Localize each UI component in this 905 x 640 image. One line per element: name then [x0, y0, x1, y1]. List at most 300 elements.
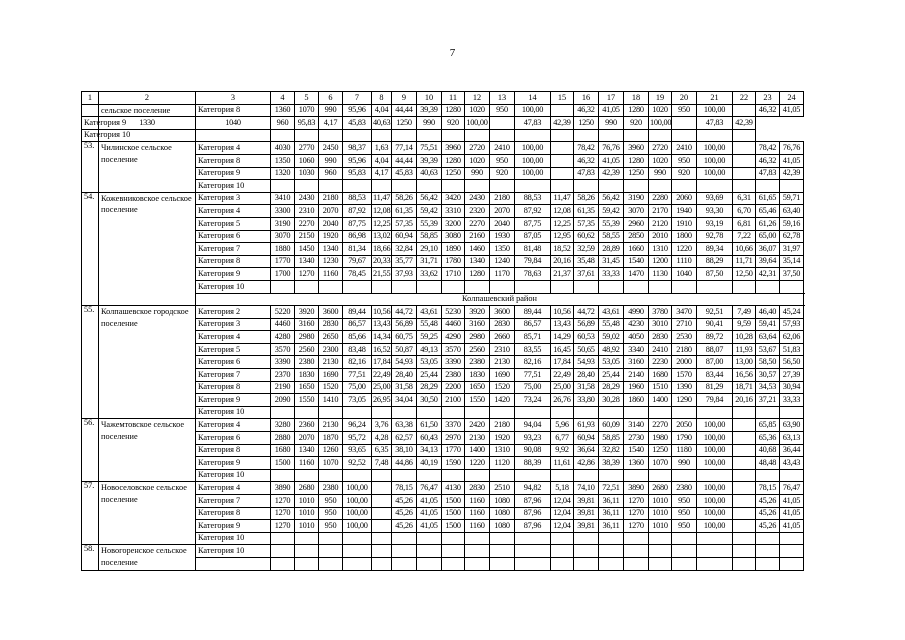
column-number: 9 — [392, 92, 417, 105]
value-cell: 1770 — [271, 255, 295, 268]
value-cell — [271, 545, 295, 558]
value-cell: 47,83 — [515, 117, 551, 130]
value-cell: 100,00 — [515, 167, 551, 180]
value-cell — [372, 520, 392, 533]
value-cell: 2960 — [624, 217, 649, 230]
value-cell — [319, 406, 343, 419]
value-cell: 1410 — [319, 394, 343, 407]
value-cell — [599, 129, 624, 142]
value-cell: 1830 — [465, 369, 490, 382]
value-cell: 53,67 — [756, 343, 780, 356]
value-cell: 87,05 — [515, 230, 551, 243]
value-cell: 36,07 — [756, 243, 780, 256]
value-cell: 58,55 — [599, 230, 624, 243]
value-cell — [417, 129, 442, 142]
value-cell — [515, 180, 551, 193]
value-cell: 12,08 — [372, 205, 392, 218]
value-cell: 1070 — [319, 457, 343, 470]
value-cell: 1030 — [295, 167, 319, 180]
column-number: 2 — [99, 92, 196, 105]
value-cell — [343, 532, 372, 545]
value-cell — [392, 280, 417, 293]
value-cell: 11,61 — [551, 457, 574, 470]
value-cell — [465, 469, 490, 482]
value-cell: 3780 — [649, 306, 672, 319]
value-cell: 1010 — [649, 507, 672, 520]
value-cell — [442, 469, 465, 482]
value-cell: 54,93 — [392, 356, 417, 369]
value-cell — [756, 532, 780, 545]
value-cell: 2140 — [624, 369, 649, 382]
value-cell: 37,61 — [574, 268, 599, 281]
column-number: 17 — [599, 92, 624, 105]
value-cell: 22,49 — [372, 369, 392, 382]
value-cell: 2420 — [465, 419, 490, 432]
value-cell: 39,39 — [417, 154, 442, 167]
value-cell: 87,96 — [515, 520, 551, 533]
value-cell — [574, 129, 599, 142]
value-cell: 2710 — [672, 318, 697, 331]
value-cell: 92,51 — [697, 306, 733, 319]
value-cell: 1450 — [295, 243, 319, 256]
value-cell: 41,05 — [417, 520, 442, 533]
value-cell — [649, 129, 672, 142]
value-cell: 60,43 — [417, 432, 442, 445]
value-cell: 45,83 — [392, 167, 417, 180]
value-cell: 44,72 — [574, 306, 599, 319]
category-label: Категория 6 — [196, 432, 271, 445]
value-cell: 3140 — [624, 419, 649, 432]
value-cell — [780, 469, 804, 482]
value-cell: 47,83 — [574, 167, 599, 180]
value-cell: 1230 — [319, 255, 343, 268]
value-cell: 2270 — [465, 217, 490, 230]
value-cell: 55,48 — [417, 318, 442, 331]
value-cell — [733, 154, 756, 167]
value-cell — [417, 280, 442, 293]
value-cell: 1010 — [295, 495, 319, 508]
value-cell: 57,93 — [780, 318, 804, 331]
value-cell: 41,05 — [780, 520, 804, 533]
value-cell — [756, 406, 780, 419]
value-cell: 43,43 — [780, 457, 804, 470]
value-cell: 32,59 — [574, 243, 599, 256]
value-cell — [392, 557, 417, 570]
value-cell: 11,93 — [733, 343, 756, 356]
value-cell: 1340 — [295, 255, 319, 268]
value-cell: 3190 — [271, 217, 295, 230]
value-cell: 46,40 — [756, 306, 780, 319]
value-cell — [551, 406, 574, 419]
value-cell: 85,71 — [515, 331, 551, 344]
value-cell: 1160 — [465, 507, 490, 520]
value-cell: 10,56 — [551, 306, 574, 319]
value-cell: 4230 — [624, 318, 649, 331]
value-cell: 88,07 — [697, 343, 733, 356]
value-cell — [490, 545, 515, 558]
value-cell: 22,49 — [551, 369, 574, 382]
value-cell: 1930 — [490, 230, 515, 243]
value-cell — [624, 406, 649, 419]
category-label: Категория 4 — [196, 482, 271, 495]
category-label: Категория 4 — [196, 142, 271, 155]
value-cell: 31,71 — [417, 255, 442, 268]
value-cell: 1680 — [649, 369, 672, 382]
value-cell: 4280 — [271, 331, 295, 344]
value-cell — [733, 167, 756, 180]
value-cell — [271, 280, 295, 293]
value-cell: 2530 — [672, 331, 697, 344]
value-cell — [372, 557, 392, 570]
value-cell — [599, 469, 624, 482]
value-cell — [780, 406, 804, 419]
value-cell: 93,69 — [697, 192, 733, 205]
value-cell: 1350 — [271, 154, 295, 167]
value-cell — [624, 545, 649, 558]
value-cell: 4,04 — [372, 104, 392, 117]
value-cell: 45,26 — [392, 507, 417, 520]
value-cell: 43,61 — [417, 306, 442, 319]
value-cell — [442, 545, 465, 558]
value-cell: 100,00 — [697, 104, 733, 117]
value-cell — [672, 129, 697, 142]
value-cell: 4290 — [442, 331, 465, 344]
value-cell: 36,64 — [574, 444, 599, 457]
value-cell: 92,52 — [343, 457, 372, 470]
value-cell: 81,29 — [697, 381, 733, 394]
value-cell: 46,32 — [756, 104, 780, 117]
value-cell: 950 — [319, 495, 343, 508]
value-cell: 73,05 — [343, 394, 372, 407]
value-cell: 1540 — [624, 255, 649, 268]
value-cell: 1870 — [319, 432, 343, 445]
value-cell: 76,47 — [417, 482, 442, 495]
value-cell — [271, 469, 295, 482]
value-cell: 1270 — [271, 507, 295, 520]
value-cell — [372, 406, 392, 419]
column-number: 11 — [442, 92, 465, 105]
value-cell — [465, 545, 490, 558]
value-cell: 42,86 — [574, 457, 599, 470]
value-cell — [372, 532, 392, 545]
value-cell — [733, 532, 756, 545]
value-cell: 56,89 — [574, 318, 599, 331]
value-cell — [319, 129, 343, 142]
value-cell: 3410 — [271, 192, 295, 205]
category-label: Категория 9 — [196, 394, 271, 407]
value-cell: 53,05 — [417, 356, 442, 369]
value-cell — [372, 495, 392, 508]
settlement-name: Новоселовское сельское поселение — [99, 482, 196, 545]
value-cell — [392, 180, 417, 193]
value-cell: 28,29 — [417, 381, 442, 394]
value-cell: 1250 — [574, 117, 599, 130]
value-cell: 12,25 — [372, 217, 392, 230]
value-cell: 41,05 — [780, 495, 804, 508]
value-cell — [417, 557, 442, 570]
value-cell: 1400 — [465, 444, 490, 457]
column-number: 3 — [196, 92, 271, 105]
value-cell: 95,96 — [343, 104, 372, 117]
value-cell: 35,14 — [780, 255, 804, 268]
value-cell: 60,09 — [599, 419, 624, 432]
value-cell: 1220 — [465, 457, 490, 470]
value-cell: 81,34 — [343, 243, 372, 256]
value-cell: 92,78 — [697, 230, 733, 243]
value-cell: 1320 — [271, 167, 295, 180]
value-cell: 25,00 — [372, 381, 392, 394]
value-cell: 1160 — [465, 520, 490, 533]
value-cell — [574, 532, 599, 545]
value-cell: 1960 — [624, 381, 649, 394]
data-table — [81, 91, 804, 571]
value-cell: 1310 — [490, 444, 515, 457]
value-cell — [490, 557, 515, 570]
value-cell: 950 — [672, 495, 697, 508]
value-cell — [465, 532, 490, 545]
table-row — [82, 117, 804, 130]
value-cell: 39,64 — [756, 255, 780, 268]
value-cell — [672, 406, 697, 419]
value-cell: 6,81 — [733, 217, 756, 230]
value-cell: 3600 — [319, 306, 343, 319]
value-cell: 100,00 — [697, 495, 733, 508]
value-cell — [551, 280, 574, 293]
value-cell: 25,44 — [599, 369, 624, 382]
value-cell — [551, 154, 574, 167]
value-cell: 96,24 — [343, 419, 372, 432]
value-cell — [551, 167, 574, 180]
value-cell — [295, 280, 319, 293]
value-cell: 1120 — [490, 457, 515, 470]
value-cell: 27,39 — [780, 369, 804, 382]
value-cell: 13,43 — [372, 318, 392, 331]
value-cell: 73,24 — [515, 394, 551, 407]
value-cell: 76,47 — [780, 482, 804, 495]
column-number: 19 — [649, 92, 672, 105]
value-cell — [624, 469, 649, 482]
value-cell: 57,35 — [574, 217, 599, 230]
category-label: Категория 3 — [196, 318, 271, 331]
value-cell: 41,05 — [780, 507, 804, 520]
value-cell: 83,48 — [343, 343, 372, 356]
value-cell: 86,57 — [515, 318, 551, 331]
value-cell: 14,29 — [551, 331, 574, 344]
value-cell — [392, 469, 417, 482]
value-cell — [574, 280, 599, 293]
value-cell: 90,41 — [697, 318, 733, 331]
value-cell: 3300 — [271, 205, 295, 218]
value-cell: 17,84 — [372, 356, 392, 369]
value-cell: 2070 — [295, 432, 319, 445]
value-cell: 100,00 — [697, 142, 733, 155]
value-cell: 1240 — [490, 255, 515, 268]
value-cell: 93,23 — [515, 432, 551, 445]
value-cell: 3160 — [624, 356, 649, 369]
value-cell: 88,39 — [515, 457, 551, 470]
value-cell — [490, 117, 515, 130]
value-cell: 79,84 — [697, 394, 733, 407]
value-cell: 44,44 — [392, 154, 417, 167]
value-cell: 42,39 — [780, 167, 804, 180]
value-cell: 59,25 — [417, 331, 442, 344]
value-cell: 88,53 — [515, 192, 551, 205]
value-cell: 63,40 — [780, 205, 804, 218]
value-cell — [780, 557, 804, 570]
value-cell — [624, 280, 649, 293]
value-cell: 39,81 — [574, 507, 599, 520]
value-cell: 74,10 — [574, 482, 599, 495]
table-row — [82, 545, 804, 558]
value-cell: 77,14 — [392, 142, 417, 155]
value-cell: 4,17 — [319, 117, 343, 130]
value-cell: 960 — [271, 117, 295, 130]
value-cell — [672, 280, 697, 293]
value-cell: 1980 — [649, 432, 672, 445]
value-cell: 5230 — [442, 306, 465, 319]
value-cell: 40,19 — [417, 457, 442, 470]
value-cell: 78,15 — [392, 482, 417, 495]
value-cell: 34,13 — [417, 444, 442, 457]
value-cell: 3920 — [295, 306, 319, 319]
value-cell: 56,50 — [780, 356, 804, 369]
value-cell: 87,75 — [343, 217, 372, 230]
value-cell: 1130 — [649, 268, 672, 281]
value-cell: 2650 — [319, 331, 343, 344]
value-cell: 49,13 — [417, 343, 442, 356]
value-cell: 2380 — [295, 356, 319, 369]
value-cell: 3200 — [442, 217, 465, 230]
value-cell — [271, 129, 295, 142]
value-cell: 3080 — [442, 230, 465, 243]
value-cell: 2130 — [319, 419, 343, 432]
value-cell: 32,82 — [599, 444, 624, 457]
value-cell: 31,97 — [780, 243, 804, 256]
page-number: 7 — [449, 47, 456, 59]
value-cell: 44,72 — [392, 306, 417, 319]
value-cell: 1460 — [465, 243, 490, 256]
value-cell — [271, 406, 295, 419]
value-cell: 32,84 — [392, 243, 417, 256]
value-cell: 39,81 — [574, 520, 599, 533]
value-cell — [392, 129, 417, 142]
column-number: 1 — [82, 92, 99, 105]
value-cell: 3070 — [271, 230, 295, 243]
value-cell: 1330 — [99, 117, 196, 130]
value-cell: 12,95 — [551, 230, 574, 243]
value-cell: 42,39 — [599, 167, 624, 180]
value-cell — [465, 280, 490, 293]
value-cell: 1400 — [649, 394, 672, 407]
value-cell: 55,39 — [417, 217, 442, 230]
value-cell: 87,75 — [515, 217, 551, 230]
value-cell: 2100 — [442, 394, 465, 407]
value-cell — [465, 180, 490, 193]
value-cell: 78,63 — [515, 268, 551, 281]
value-cell: 1590 — [442, 457, 465, 470]
settlement-number — [82, 104, 99, 117]
value-cell — [551, 469, 574, 482]
value-cell: 7,22 — [733, 230, 756, 243]
value-cell: 26,95 — [372, 394, 392, 407]
value-cell: 62,06 — [780, 331, 804, 344]
value-cell: 1170 — [490, 268, 515, 281]
value-cell — [490, 469, 515, 482]
column-number: 8 — [372, 92, 392, 105]
value-cell: 4,04 — [372, 154, 392, 167]
value-cell: 34,04 — [392, 394, 417, 407]
value-cell: 3470 — [672, 306, 697, 319]
value-cell: 90,08 — [515, 444, 551, 457]
value-cell: 3010 — [649, 318, 672, 331]
value-cell — [515, 280, 551, 293]
value-cell: 1660 — [624, 243, 649, 256]
value-cell: 18,66 — [372, 243, 392, 256]
value-cell: 31,58 — [392, 381, 417, 394]
value-cell: 2770 — [295, 142, 319, 155]
value-cell: 62,57 — [392, 432, 417, 445]
value-cell: 93,19 — [697, 217, 733, 230]
value-cell: 59,71 — [780, 192, 804, 205]
category-label: Категория 9 — [82, 117, 99, 130]
value-cell: 950 — [490, 154, 515, 167]
value-cell: 2060 — [672, 192, 697, 205]
value-cell — [392, 532, 417, 545]
value-cell: 5,96 — [551, 419, 574, 432]
value-cell: 2270 — [295, 217, 319, 230]
value-cell — [780, 545, 804, 558]
value-cell: 2070 — [490, 205, 515, 218]
value-cell: 13,43 — [551, 318, 574, 331]
category-label: Категория 7 — [196, 369, 271, 382]
value-cell: 1920 — [319, 230, 343, 243]
value-cell: 100,00 — [697, 419, 733, 432]
value-cell — [733, 180, 756, 193]
value-cell: 39,39 — [417, 104, 442, 117]
value-cell: 6,31 — [733, 192, 756, 205]
value-cell: 89,44 — [515, 306, 551, 319]
value-cell: 63,13 — [780, 432, 804, 445]
value-cell — [319, 280, 343, 293]
value-cell: 13,00 — [733, 356, 756, 369]
value-cell — [551, 545, 574, 558]
value-cell: 4,17 — [372, 167, 392, 180]
value-cell: 960 — [319, 167, 343, 180]
value-cell: 1790 — [672, 432, 697, 445]
value-cell: 920 — [442, 117, 465, 130]
value-cell: 1710 — [442, 268, 465, 281]
value-cell: 2410 — [649, 343, 672, 356]
value-cell — [624, 129, 649, 142]
value-cell: 38,10 — [392, 444, 417, 457]
value-cell — [672, 545, 697, 558]
value-cell: 56,42 — [417, 192, 442, 205]
value-cell: 4460 — [271, 318, 295, 331]
category-label: Категория 9 — [196, 457, 271, 470]
value-cell: 75,00 — [515, 381, 551, 394]
value-cell — [780, 180, 804, 193]
value-cell: 1180 — [672, 444, 697, 457]
value-cell: 61,50 — [417, 419, 442, 432]
value-cell — [649, 280, 672, 293]
value-cell: 35,48 — [574, 255, 599, 268]
value-cell: 42,39 — [733, 117, 756, 130]
value-cell: 2510 — [490, 482, 515, 495]
value-cell: 1680 — [271, 444, 295, 457]
value-cell: 2310 — [295, 205, 319, 218]
value-cell: 95,83 — [295, 117, 319, 130]
value-cell — [417, 469, 442, 482]
